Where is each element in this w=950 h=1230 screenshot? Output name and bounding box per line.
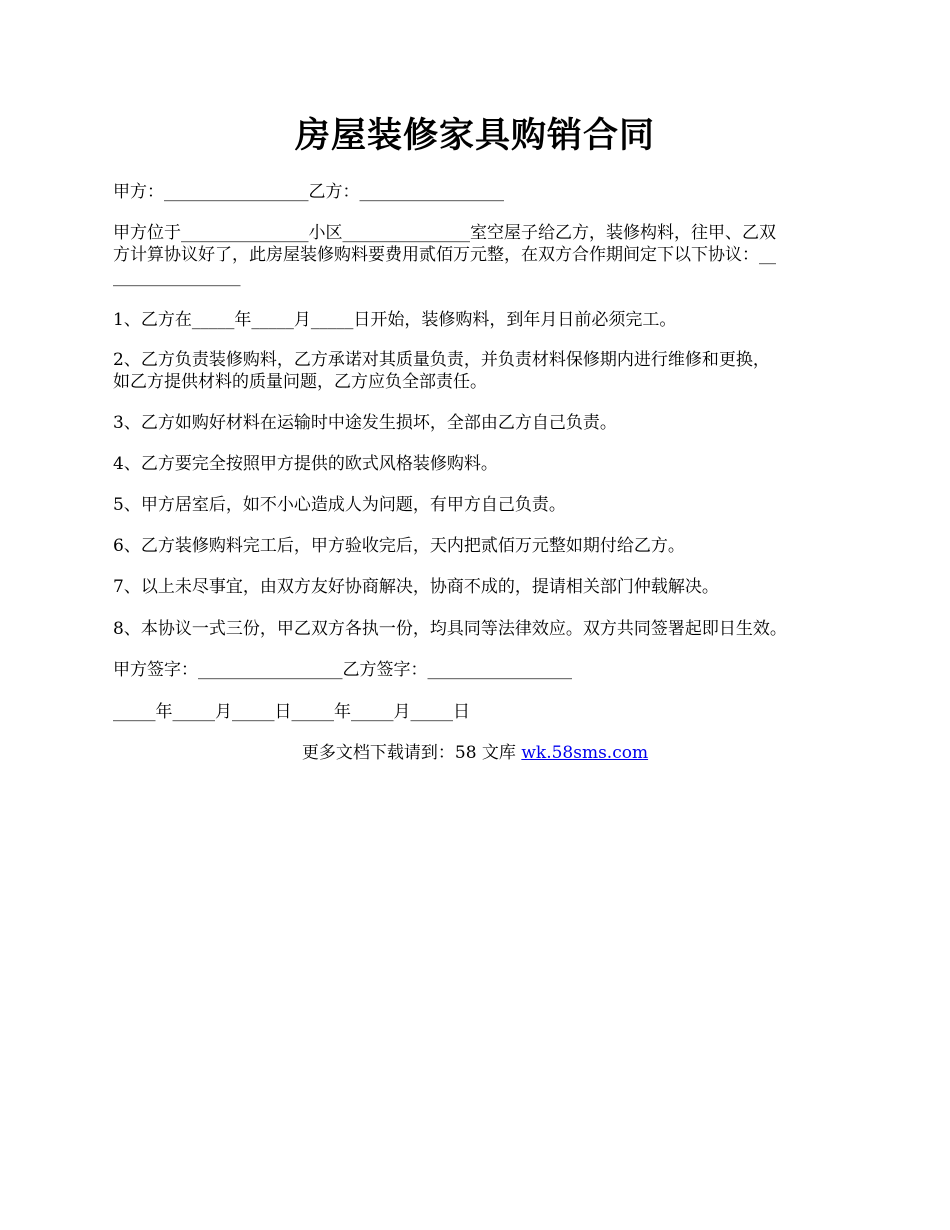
- clause-5: 5、甲方居室后，如不小心造成人为问题，有甲方自己负责。: [113, 495, 566, 515]
- clause-6: 6、乙方装修购料完工后，甲方验收完后，天内把贰佰万元整如期付给乙方。: [113, 536, 685, 556]
- clause-1: 1、乙方在_____年_____月_____日开始，装修购料，到年月日前必须完工。: [113, 310, 677, 330]
- clause-4: 4、乙方要完全按照甲方提供的欧式风格装修购料。: [113, 454, 498, 474]
- clause-7: 7、以上未尽事宜，由双方友好协商解决，协商不成的，提请相关部门仲载解决。: [113, 577, 719, 597]
- signature-line: 甲方签字：_________________乙方签字：_________________: [113, 660, 572, 680]
- download-footer: [0, 742, 950, 764]
- intro-line-3: _______________: [113, 267, 241, 287]
- document-title: 房屋装修家具购销合同: [294, 115, 655, 156]
- parties-line: 甲方：_________________乙方：_________________: [113, 182, 504, 202]
- clause-8: 8、本协议一式三份，甲乙双方各执一份，均具同等法律效应。双方共同签署起即日生效。: [113, 619, 787, 639]
- date-line: _____年_____月_____日_____年_____月_____日: [113, 702, 470, 722]
- intro-line-1: 甲方位于_______________小区_______________室空屋子给乙方，装修构料，往甲、乙双: [113, 223, 776, 243]
- clause-2: [113, 349, 843, 393]
- footer-link[interactable]: wk.58sms.com: [521, 743, 649, 763]
- intro-line-2: 方计算协议好了，此房屋装修购料要费用贰佰万元整，在双方合作期间定下以下协议：__: [113, 245, 776, 265]
- clause-2-line-1: 2、乙方负责装修购料，乙方承诺对其质量负责，并负责材料保修期内进行维修和更换，: [113, 350, 770, 370]
- clause-2-line-2: 如乙方提供材料的质量问题，乙方应负全部责任。: [113, 372, 487, 392]
- clause-3: 3、乙方如购好材料在运输时中途发生损坏，全部由乙方自己负责。: [113, 413, 617, 433]
- footer-prefix: 更多文档下载请到：58 文库: [301, 743, 522, 763]
- intro-paragraph: [113, 222, 843, 288]
